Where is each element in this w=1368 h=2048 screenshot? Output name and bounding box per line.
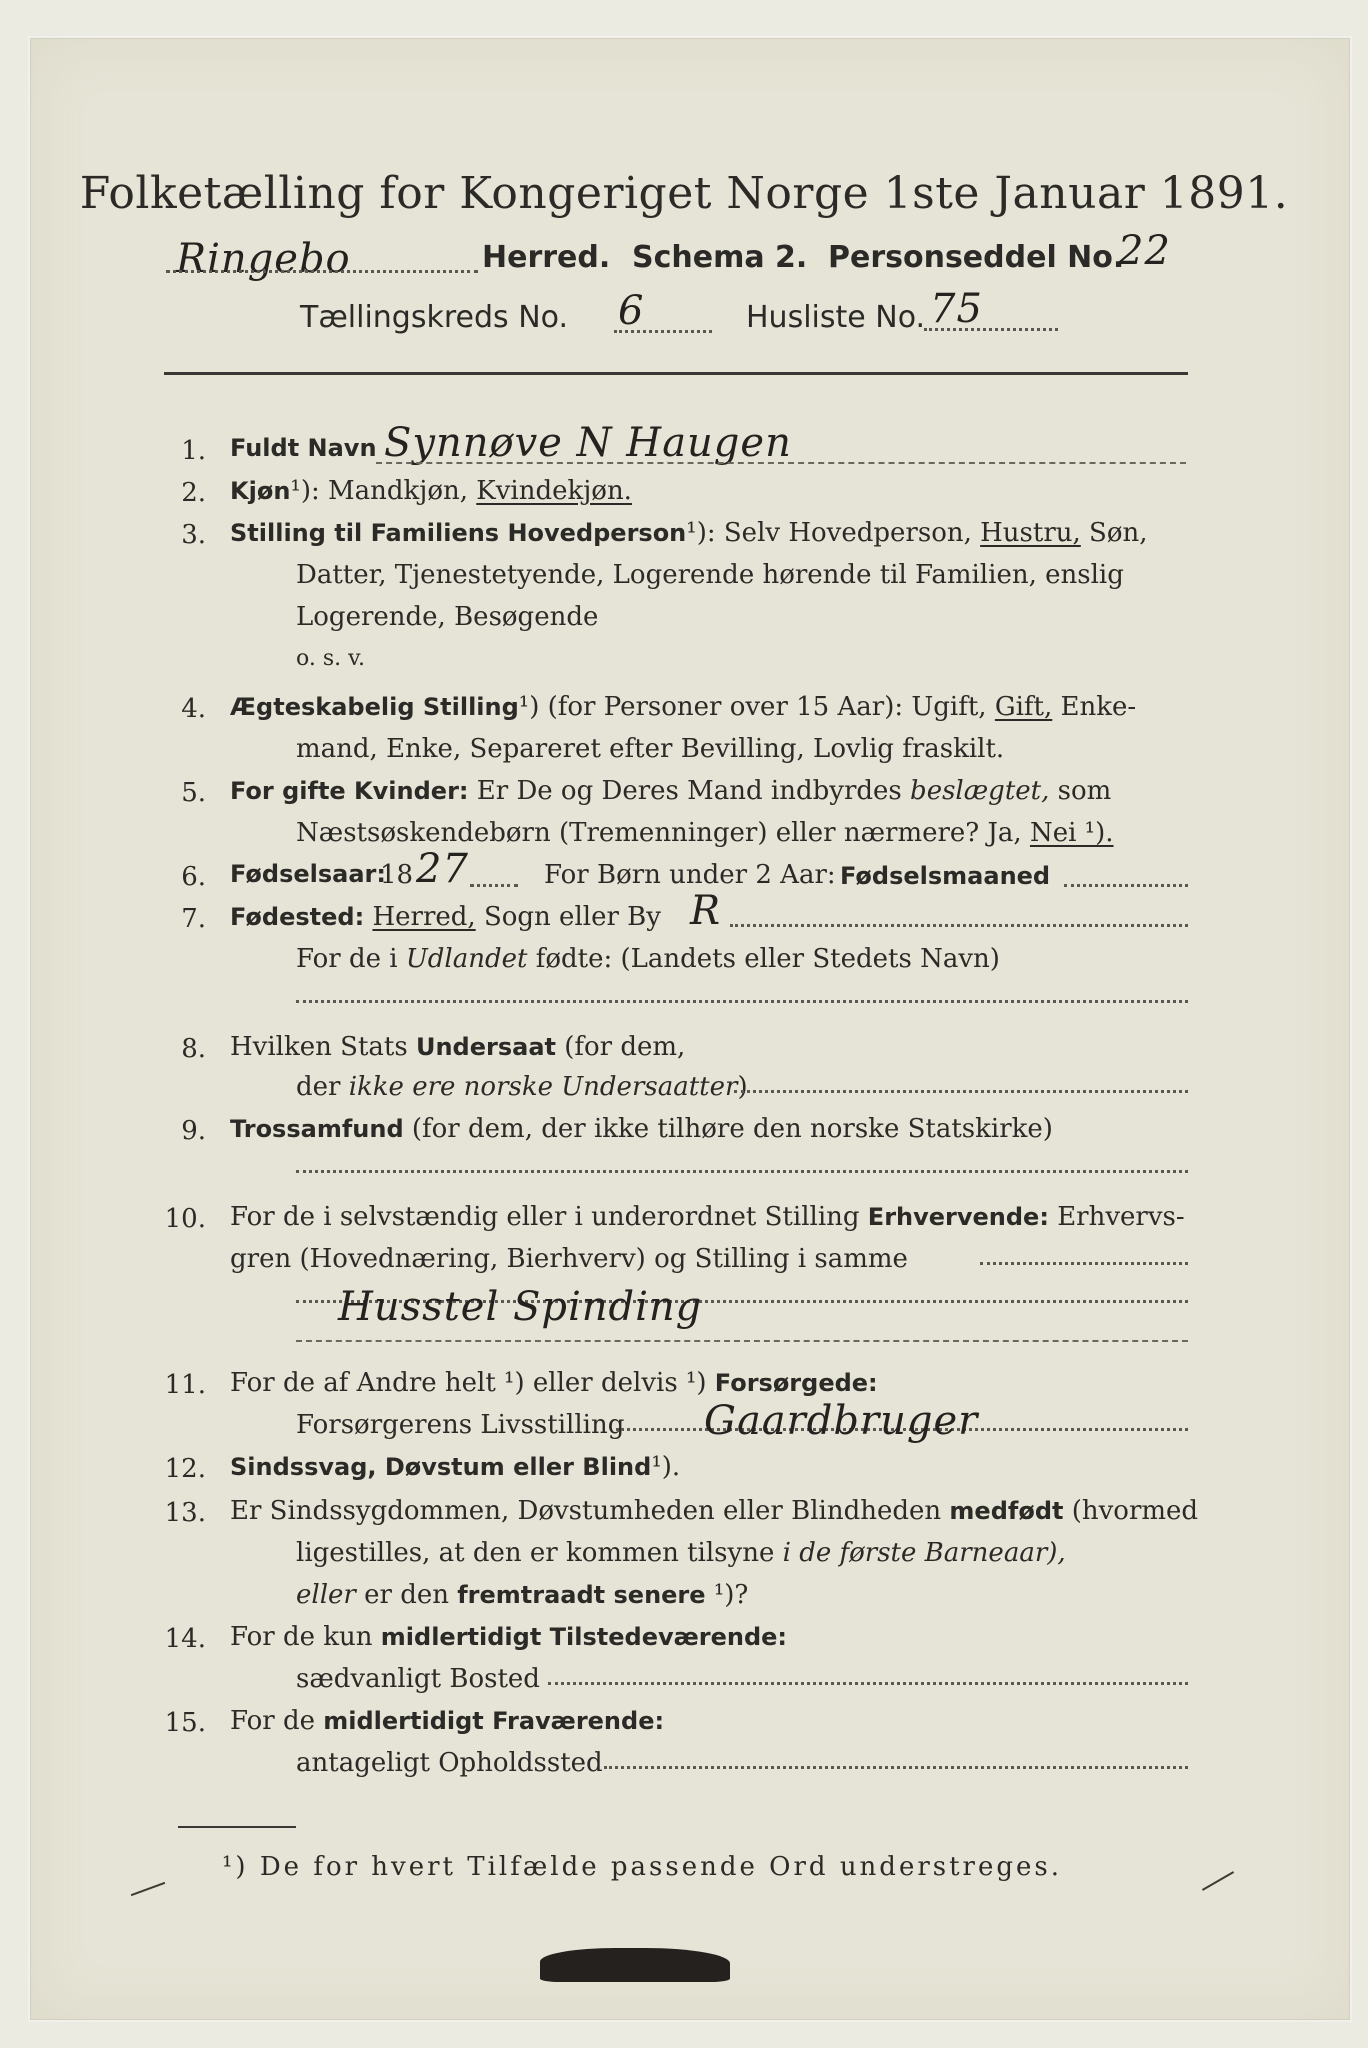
item-11-text-a: For de af Andre helt ¹) eller delvis ¹) [230,1368,707,1398]
item-11-line-1 [230,1368,878,1398]
item-3-sup: ¹): [686,518,716,548]
item-6-text: For Børn under 2 Aar: [544,860,836,890]
footnote: ¹) De for hvert Tilfælde passende Ord understreges. [222,1852,1063,1882]
item-4-selected: Gift, [994,692,1053,722]
item-15-line-2: antageligt Opholdssted [296,1748,603,1778]
kreds-dotline [614,330,712,333]
item-13-text-a: Er Sindssygdommen, Døvstumheden eller Blindheden [230,1496,942,1526]
item-10-label: Erhvervende: [867,1203,1049,1231]
item-7-selected: Herred, [372,902,476,932]
item-4-label: Ægteskabelig Stilling [230,693,519,721]
item-5-italic: beslægtet, [910,776,1050,806]
item-15-text-a: For de [230,1706,315,1736]
item-15-number: 15. [164,1708,206,1738]
item-8-text-a: Hvilken Stats [230,1032,408,1062]
item-8-italic: ikke ere norske Undersaatter [348,1072,738,1102]
personseddel-label: Personseddel No. [828,240,1125,275]
item-3-line-1 [230,518,1148,548]
item-15-label: midlertidigt Fraværende: [323,1707,665,1735]
item-12-number: 12. [164,1454,206,1484]
item-5-label: For gifte Kvinder: [230,777,469,805]
birth-year-value: 27 [416,846,469,892]
item-3-selected: Hustru, [980,518,1081,548]
torn-edge [540,1948,730,1982]
item-13-text-b: (hvormed [1071,1496,1199,1526]
item-7-italic: Udlandet [405,944,528,974]
item-4-text-b: Enke- [1060,692,1137,722]
item-2-text: Mandkjøn, [328,476,468,506]
foreign-birthplace-dotline [296,1000,1188,1003]
item-9-text: (for dem, der ikke tilhøre den norske Statskirke) [411,1114,1053,1144]
item-12-label: Sindssvag, Døvstum eller Blind [230,1453,652,1481]
occupation-value: Husstel Spinding [338,1284,703,1330]
item-14-text-a: For de kun [230,1622,373,1652]
item-12-line [230,1452,680,1482]
item-8-text-b: (for dem, [564,1032,686,1062]
item-3-line-4: o. s. v. [296,646,365,671]
item-8-line-2: der ikke ere norske Undersaatter) [296,1072,748,1102]
census-sheet [30,38,1350,2020]
item-7-text-b: For de i [296,944,398,974]
item-11-number: 11. [164,1370,206,1400]
nationality-dotline [734,1090,1188,1093]
item-5-text-b: som [1057,776,1112,806]
item-8-text-c: der [296,1072,341,1102]
item-14-line-2: sædvanligt Bosted [296,1664,540,1694]
item-13-text-c: ligestilles, at den er kommen tilsyne [296,1538,775,1568]
item-4-sup: ¹) [518,692,540,722]
header-rule [164,372,1188,375]
item-3-line-3: Logerende, Besøgende [296,602,599,632]
item-5-number: 5. [181,778,206,808]
item-7-text-c: fødte: (Landets eller Stedets Navn) [535,944,1000,974]
item-14-label: midlertidigt Tilstedeværende: [380,1623,788,1651]
item-4-number: 4. [181,694,206,724]
item-5-line-2 [296,818,1114,848]
item-7-number: 7. [181,904,206,934]
item-2-label: Kjøn [230,477,291,505]
item-5-text-a: Er De og Deres Mand indbyrdes [476,776,902,806]
item-14-number: 14. [164,1624,206,1654]
item-13-line-2 [296,1538,1066,1568]
item-13-italic-2: eller [296,1580,356,1610]
occupation-dotline-3 [296,1340,1188,1342]
item-6-number: 6. [181,862,206,892]
item-13-text-e: ¹)? [713,1580,749,1610]
personseddel-value: 22 [1118,228,1171,274]
item-15-line-1 [230,1706,664,1736]
item-7-line-1 [230,902,661,932]
item-8-number: 8. [181,1034,206,1064]
birthplace-dotline [730,924,1188,927]
item-3-label: Stilling til Familiens Hovedperson [230,519,687,547]
item-13-label: medfødt [949,1497,1064,1525]
item-2-line [230,476,632,506]
full-name-line [376,462,1186,464]
item-13-italic: i de første Barneaar), [782,1538,1066,1568]
birth-year-prefix: 18 [380,860,414,890]
abode-dotline [604,1766,1188,1769]
item-10-number: 10. [164,1204,206,1234]
schema-label: Schema 2. [632,240,808,275]
husliste-value: 75 [930,286,983,332]
birth-year-dotline [470,884,518,887]
occupation-dotline-1 [980,1262,1188,1265]
item-2-number: 2. [181,478,206,508]
item-6-label: Fødselsaar: [230,860,386,888]
kreds-label: Tællingskreds No. [300,300,568,335]
birthplace-value: R [690,888,722,934]
item-8-label: Undersaat [415,1033,556,1061]
item-3-number: 3. [181,520,206,550]
kreds-value: 6 [618,288,645,334]
item-7-label: Fødested: [230,903,365,931]
item-3-text-a: Selv Hovedperson, [723,518,972,548]
birth-month-dotline [1064,884,1188,887]
item-3-text-b: Søn, [1089,518,1148,548]
item-5-selected: Nei ¹). [1029,818,1114,848]
full-name-value: Synnøve N Haugen [384,420,792,466]
item-13-label-2: fremtraadt senere [457,1581,706,1609]
item-7-line-2 [296,944,1000,974]
item-10-line-1 [230,1202,1185,1232]
item-10-text-b: Erhvervs- [1057,1202,1185,1232]
item-2-sup: ¹): [290,476,320,506]
residence-dotline [548,1682,1188,1685]
item-4-line-1 [230,692,1136,722]
item-13-number: 13. [164,1498,206,1528]
item-1-number: 1. [181,436,206,466]
husliste-dotline [924,328,1058,331]
item-11-label: Forsørgede: [714,1369,878,1397]
item-2-selected: Kvindekjøn. [476,476,632,506]
item-4-text-a: (for Personer over 15 Aar): Ugift, [547,692,987,722]
item-5-text-c: Næstsøskendebørn (Tremenninger) eller nærmere? Ja, [296,818,1022,848]
herred-value: Ringebo [176,236,351,282]
item-13-line-1 [230,1496,1198,1526]
footnote-rule [178,1826,296,1828]
item-5-line-1 [230,776,1111,806]
item-13-line-3 [296,1580,748,1610]
item-1-label: Fuldt Navn [230,434,377,462]
item-3-line-2: Datter, Tjenestetyende, Logerende hørende til Familien, enslig [296,560,1124,590]
item-9-number: 9. [181,1116,206,1146]
item-8-line-1 [230,1032,685,1062]
item-13-text-d: er den [364,1580,449,1610]
item-14-line-1 [230,1622,787,1652]
item-12-sup: ¹). [651,1452,681,1482]
herred-dotline [166,270,478,273]
item-10-text-a: For de i selvstændig eller i underordnet Stilling [230,1202,860,1232]
item-7-text: Sogn eller By [483,902,661,932]
item-10-line-2: gren (Hovednæring, Bierhverv) og Stilling i samme [230,1244,908,1274]
husliste-label: Husliste No. [746,300,926,335]
item-11-line-2: Forsørgerens Livsstilling [296,1410,625,1440]
religion-dotline [296,1170,1188,1173]
item-6-label-2: Fødselsmaaned [840,862,1051,890]
herred-label: Herred. [482,240,611,275]
provider-occupation-value: Gaardbruger [704,1398,979,1444]
item-9-label: Trossamfund [230,1115,404,1143]
item-4-line-2: mand, Enke, Separeret efter Bevilling, Lovlig fraskilt. [296,734,1005,764]
item-9-line [230,1114,1053,1144]
form-title: Folketælling for Kongeriget Norge 1ste Januar 1891. [79,168,1289,219]
